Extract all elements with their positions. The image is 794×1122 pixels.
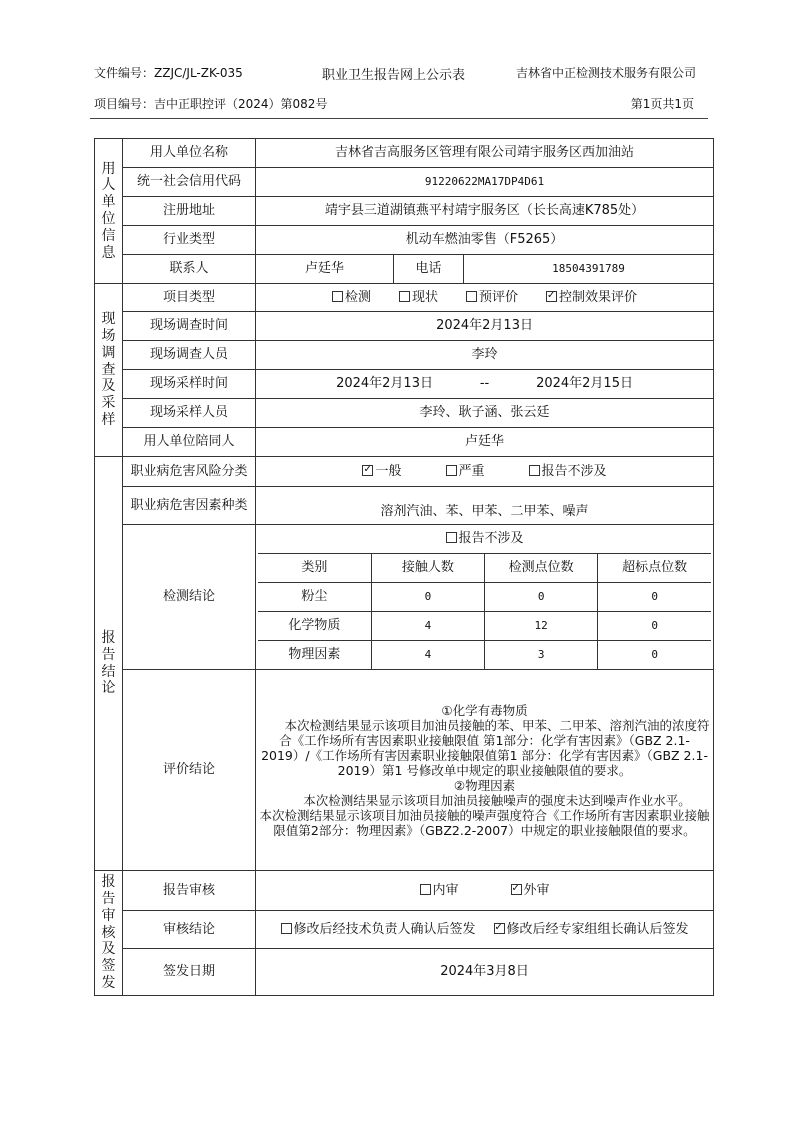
project-type-label: 项目类型 — [123, 284, 256, 312]
sampling-start: 2024年2月13日 — [336, 376, 433, 392]
issue-date: 2024年3月8日 — [256, 949, 714, 996]
escort-label: 用人单位陪同人 — [123, 428, 256, 457]
audit-options — [256, 871, 714, 911]
checkbox-risk-general[interactable]: ✓ 一般 — [362, 464, 401, 480]
detection-conclusion-label: 检测结论 — [123, 525, 256, 670]
employer-name-label: 用人单位名称 — [123, 139, 256, 168]
checkbox-risk-not-involved[interactable]: 报告不涉及 — [529, 464, 607, 480]
registered-address: 靖宇县三道湖镇燕平村靖宇服务区（长长高速K785处） — [256, 197, 714, 226]
table-row — [258, 641, 711, 670]
credit-code: 91220622MA17DP4D61 — [256, 168, 714, 197]
section-employer-info — [95, 139, 123, 284]
checkbox-tech-lead-signoff[interactable]: 修改后经技术负责人确认后签发 — [281, 922, 476, 938]
document-number: 文件编号：ZZJC/JL-ZK-035 — [94, 66, 243, 80]
disclosure-table — [94, 138, 714, 996]
checkbox-expert-lead-signoff[interactable]: ✓ 修改后经专家组组长确认后签发 — [494, 922, 689, 938]
sampling-time — [256, 370, 714, 399]
checkbox-detection-not-involved[interactable]: 报告不涉及 — [258, 525, 711, 554]
audit-label: 报告审核 — [123, 871, 256, 911]
hazard-factors: 溶剂汽油、苯、甲苯、二甲苯、噪声 — [256, 487, 714, 525]
credit-code-label: 统一社会信用代码 — [123, 168, 256, 197]
checkbox-icon — [529, 465, 540, 476]
checkbox-control-effect-evaluation[interactable]: ✓ 控制效果评价 — [546, 290, 637, 306]
evaluation-conclusion — [256, 670, 714, 871]
column-header: 类别 — [258, 554, 371, 583]
sampling-separator: -- — [479, 376, 490, 392]
vertical-section-label: 报 告 审 核 及 签 发 — [101, 874, 116, 991]
review-conclusion-label: 审核结论 — [123, 911, 256, 949]
table-cell: 0 — [371, 583, 484, 612]
table-row — [258, 583, 711, 612]
vertical-section-label: 报 告 结 论 — [101, 629, 116, 697]
checkbox-icon — [420, 884, 431, 895]
employer-name: 吉林省吉高服务区管理有限公司靖宇服务区西加油站 — [256, 139, 714, 168]
table-cell: 12 — [485, 612, 598, 641]
table-cell: 物理因素 — [258, 641, 371, 670]
table-cell: 4 — [371, 641, 484, 670]
section-survey-sampling — [95, 284, 123, 457]
checked-checkbox-icon — [546, 291, 557, 302]
project-type-options — [256, 284, 714, 312]
physical-section-title: ②物理因素 — [453, 777, 516, 793]
sampling-time-label: 现场采样时间 — [123, 370, 256, 399]
table-cell: 粉尘 — [258, 583, 371, 612]
sampling-end: 2024年2月15日 — [536, 376, 633, 392]
checkbox-icon — [399, 291, 410, 302]
issue-date-label: 签发日期 — [123, 949, 256, 996]
review-conclusion-options — [256, 911, 714, 949]
checkbox-pre-evaluation[interactable]: 预评价 — [466, 290, 518, 306]
table-cell: 0 — [598, 583, 711, 612]
checkbox-risk-serious[interactable]: 严重 — [446, 464, 485, 480]
table-header-row — [258, 554, 711, 583]
risk-class-options — [256, 457, 714, 487]
table-cell: 3 — [485, 641, 598, 670]
sampler-label: 现场采样人员 — [123, 399, 256, 428]
form-title: 职业卫生报告网上公示表 — [322, 68, 466, 83]
table-row — [258, 612, 711, 641]
detection-conclusion — [256, 525, 714, 670]
table-cell: 0 — [598, 641, 711, 670]
column-header: 检测点位数 — [485, 554, 598, 583]
checkbox-detection[interactable]: 检测 — [332, 290, 371, 306]
survey-time: 2024年2月13日 — [256, 312, 714, 341]
checked-checkbox-icon — [494, 923, 505, 934]
checkbox-icon — [446, 532, 457, 543]
table-cell: 4 — [371, 612, 484, 641]
hazard-factor-label: 职业病危害因素种类 — [123, 487, 256, 525]
checked-checkbox-icon — [362, 465, 373, 476]
risk-class-label: 职业病危害风险分类 — [123, 457, 256, 487]
survey-time-label: 现场调查时间 — [123, 312, 256, 341]
contact-label: 联系人 — [123, 255, 256, 284]
checkbox-icon — [466, 291, 477, 302]
project-number: 项目编号：吉中正职控评（2024）第082号 — [94, 97, 328, 111]
samplers: 李玲、耿子涵、张云廷 — [256, 399, 714, 428]
checkbox-status[interactable]: 现状 — [399, 290, 438, 306]
detection-results-table — [258, 525, 711, 669]
phone-number: 18504391789 — [464, 255, 714, 284]
surveyor: 李玲 — [256, 341, 714, 370]
physical-evaluation-text-2: 本次检测结果显示该项目加油员接触的噪声强度符合《工作场所有害因素职业接触限值第2部分：物理因素》（GBZ2.2-2007）中规定的职业接触限值的要求。 — [259, 807, 710, 838]
industry-label: 行业类型 — [123, 226, 256, 255]
industry-type: 机动车燃油零售（F5265） — [256, 226, 714, 255]
checkbox-external-audit[interactable]: ✓ 外审 — [511, 883, 550, 899]
escort: 卢廷华 — [256, 428, 714, 457]
surveyor-label: 现场调查人员 — [123, 341, 256, 370]
column-header: 接触人数 — [371, 554, 484, 583]
chemical-section-title: ①化学有毒物质 — [441, 702, 528, 718]
header-divider — [90, 118, 708, 119]
section-report-conclusion — [95, 457, 123, 871]
checkbox-icon — [281, 923, 292, 934]
phone-label: 电话 — [394, 255, 464, 284]
contact-person: 卢廷华 — [256, 255, 394, 284]
checkbox-internal-audit[interactable]: 内审 — [420, 883, 459, 899]
vertical-section-label: 现 场 调 查 及 采 样 — [101, 311, 116, 428]
checked-checkbox-icon — [511, 884, 522, 895]
physical-evaluation-text-1: 本次检测结果显示该项目加油员接触噪声的强度未达到噪声作业水平。 — [303, 792, 691, 808]
column-header: 超标点位数 — [598, 554, 711, 583]
page-indicator: 第1页共1页 — [630, 97, 694, 111]
checkbox-icon — [446, 465, 457, 476]
address-label: 注册地址 — [123, 197, 256, 226]
table-cell: 0 — [485, 583, 598, 612]
vertical-section-label: 用 人 单 位 信 息 — [101, 160, 116, 261]
organization-name: 吉林省中正检测技术服务有限公司 — [516, 66, 697, 80]
section-review-issue — [95, 871, 123, 996]
chemical-evaluation-text: 本次检测结果显示该项目加油员接触的苯、甲苯、二甲苯、溶剂汽油的浓度符合《工作场所有害因素职业接触限值 第1部分：化学有害因素》（GBZ 2.1-2019）/《工作场所有害因素职业接触限值第1 部分：化学有害因素》（GBZ 2.1-2019）第1 号修改单中规定的职业接触限值的要求。 — [261, 717, 710, 778]
table-cell: 化学物质 — [258, 612, 371, 641]
checkbox-icon — [332, 291, 343, 302]
table-cell: 0 — [598, 612, 711, 641]
evaluation-conclusion-label: 评价结论 — [123, 670, 256, 871]
